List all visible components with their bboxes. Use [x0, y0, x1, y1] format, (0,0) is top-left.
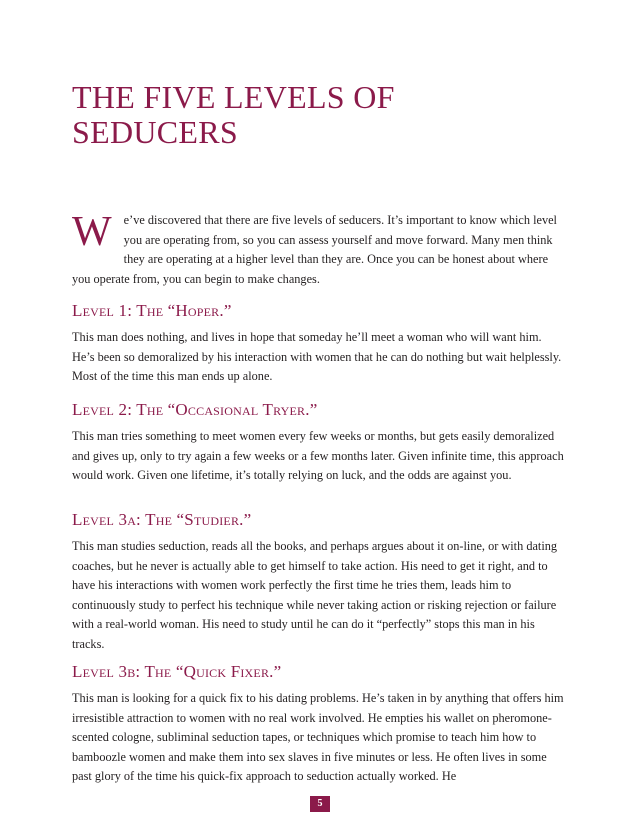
intro-text: e’ve discovered that there are five levels of seducers. It’s important to know which level you are operating from, so you can assess yourself and move forward. Many men think they are operating at a higher level than they are. Once you can be honest about where you operate from, you can begin to make changes.: [72, 213, 557, 286]
intro-paragraph: [72, 211, 564, 289]
section-body: This man does nothing, and lives in hope that someday he’ll meet a woman who will want him. He’s been so demoralized by his interaction with women that he can do nothing but wait helplessly. Most of the time this man ends up alone.: [72, 330, 562, 384]
chapter-title-line-2: SEDUCERS: [72, 114, 238, 150]
section-body: This man studies seduction, reads all the books, and perhaps argues about it on-line, or with dating coaches, but he never is actually able to get himself to take action. His need to get it right, and to have his interactions with women work perfectly the first time he tries them, leads him to continuously study to perfect his technique while never taking action or risking rejection or failure with a real-world woman. His need to study until he can do it “perfectly” stops this man in his tracks.: [72, 539, 558, 651]
section-heading: Level 3a: The “Studier.”: [72, 510, 252, 529]
section-heading: Level 2: The “Occasional Tryer.”: [72, 400, 318, 419]
page-number: 5: [310, 796, 330, 812]
drop-cap: W: [72, 209, 112, 255]
section-body: This man tries something to meet women every few weeks or months, but gets easily demoralized and gives up, only to try again a few weeks or a few months later. Given infinite time, this approach would work. Given one lifetime, it’s totally relying on luck, and the odds are against you.: [72, 429, 564, 483]
chapter-title: [72, 80, 532, 150]
section-level-1: [72, 301, 564, 387]
chapter-title-line-1: THE FIVE LEVELS OF: [72, 79, 395, 115]
section-heading: Level 3b: The “Quick Fixer.”: [72, 662, 282, 681]
section-level-2: [72, 400, 564, 486]
section-level-3a: [72, 510, 564, 655]
section-heading: Level 1: The “Hoper.”: [72, 301, 232, 320]
section-body: This man is looking for a quick fix to his dating problems. He’s taken in by anything that offers him irresistible attraction to women with no real work involved. He empties his wallet on pheromone-scented cologne, subliminal seduction tapes, or techniques which promise to teach him how to bamboozle women and make them into sex slaves in five minutes or less. He often lives in some past glory of the time his quick-fix approach to seduction actually worked. He: [72, 691, 564, 784]
section-level-3b: [72, 662, 564, 787]
